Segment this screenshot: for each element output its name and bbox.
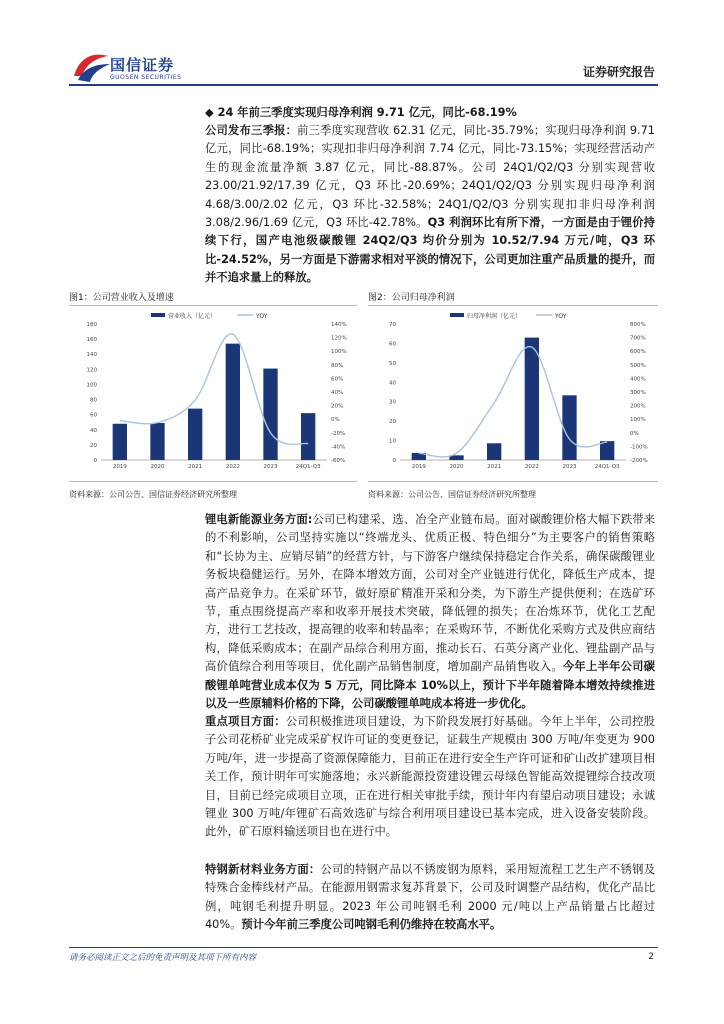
y-left-tick-label: 40 xyxy=(90,427,97,434)
y-left-tick-label: 160 xyxy=(86,337,97,344)
page-number: 2 xyxy=(648,952,654,962)
footer-divider xyxy=(69,947,658,948)
figure-1-title: 图1：公司营业收入及增速 xyxy=(69,293,174,303)
x-tick-label: 2020 xyxy=(449,464,464,470)
x-tick-label: 2020 xyxy=(150,464,165,470)
paragraph-lead: 特钢新材料业务方面： xyxy=(205,863,321,876)
y-right-tick-label: -200% xyxy=(630,458,648,464)
y-right-tick-label: 800% xyxy=(630,322,646,328)
y-right-tick-label: 40% xyxy=(331,390,344,396)
y-left-tick-label: 40 xyxy=(389,380,396,387)
y-right-tick-label: 100% xyxy=(331,349,347,356)
y-right-tick-label: 400% xyxy=(630,376,646,383)
logo-name-cn: 国信证券 xyxy=(110,56,175,74)
bar xyxy=(226,344,240,460)
headline-text: 24 年前三季度实现归母净利润 9.71 亿元，同比-68.19% xyxy=(217,106,517,119)
y-left-tick-label: 140 xyxy=(86,352,97,359)
y-left-tick-label: 50 xyxy=(389,360,396,367)
y-right-tick-label: 60% xyxy=(331,376,344,383)
guosen-logo-mark xyxy=(72,50,112,84)
y-right-tick-label: -20% xyxy=(331,430,346,437)
legend-bar-swatch xyxy=(450,313,464,317)
yoy-series-line xyxy=(419,347,607,457)
x-tick-label: 2019 xyxy=(411,464,426,470)
y-right-tick-label: 0% xyxy=(630,430,639,437)
y-right-tick-label: -60% xyxy=(331,458,346,464)
x-tick-label: 2022 xyxy=(225,464,240,470)
y-left-tick-label: 120 xyxy=(86,367,97,374)
y-left-tick-label: 0 xyxy=(392,458,396,464)
x-tick-label: 2023 xyxy=(562,464,577,470)
yoy-series-line xyxy=(120,334,308,445)
bar xyxy=(525,338,539,460)
y-right-tick-label: 300% xyxy=(630,390,646,396)
y-left-tick-label: 100 xyxy=(86,382,97,389)
paragraph-bold-tail: 今年上半年公司碳酸锂单吨营业成本仅为 5 万元，同比降本 10%以上，预计下半年随着降本增效持续推进以及一些原辅料价格的下降，公司碳酸锂单吨成本将进一步优化。 xyxy=(205,660,655,711)
paragraph-body: 公司积极推进项目建设，为下阶段发展打好基础。今年上半年，公司控股子公司花桥矿业完成采矿权许可证的变更登记，证载生产规模由 300 万吨/年变更为 900 万吨/年，进一步提高了资源保障能力，目前正在进行安全生产许可证和矿山改扩建项目相关工作，预计明年可实施落地；永兴新能源投资建设锂云母绿色智能高效提锂综合技改项目，目前已经完成项目立项，正在进行相关审批手续，预计年内有望启动项目建设；永诚锂业 300 万吨/年锂矿石高效选矿与综合利用项目建设已基本完成，进入设备安装阶段。此外，矿石原料输送项目也在进行中。 xyxy=(205,715,655,839)
bar xyxy=(188,409,202,460)
legend-line-label: YOY xyxy=(555,313,567,320)
y-left-tick-label: 80 xyxy=(90,397,97,404)
bar xyxy=(150,423,164,460)
y-right-tick-label: 200% xyxy=(630,403,646,410)
y-right-tick-label: 20% xyxy=(331,403,344,410)
x-tick-label: 24Q1-Q3 xyxy=(295,464,321,470)
y-left-tick-label: 30 xyxy=(389,399,396,406)
header-divider xyxy=(69,84,658,86)
x-tick-label: 2023 xyxy=(263,464,278,470)
figure-2-bottom-rule xyxy=(368,481,658,482)
net-profit-chart xyxy=(368,310,658,478)
paragraph-lead: 公司发布三季报： xyxy=(205,124,298,137)
y-right-tick-label: 140% xyxy=(331,322,347,328)
disclaimer-note: 请务必阅读正文之后的免责声明及其项下所有内容 xyxy=(69,953,257,963)
y-left-tick-label: 180 xyxy=(86,322,97,328)
report-type-label: 证券研究报告 xyxy=(582,65,655,79)
y-right-tick-label: 80% xyxy=(331,362,344,369)
legend-bar-label: 营业收入（亿元） xyxy=(168,313,217,320)
paragraph-special-steel xyxy=(205,861,655,935)
paragraph-q3-report xyxy=(205,122,655,288)
figure-1-source: 资料来源：公司公告、国信证券经济研究所整理 xyxy=(69,490,237,499)
legend-line-label: YOY xyxy=(256,313,268,320)
bar xyxy=(562,395,576,460)
y-left-tick-label: 10 xyxy=(389,438,396,445)
figure-1-bottom-rule xyxy=(69,481,357,482)
figure-2-title: 图2：公司归母净利润 xyxy=(368,293,455,303)
bar xyxy=(600,441,614,460)
x-tick-label: 2019 xyxy=(112,464,127,470)
y-left-tick-label: 60 xyxy=(389,341,396,348)
paragraph-body: 公司的特钢产品以不锈废钢为原料，采用短流程工艺生产不锈钢及特殊合金棒线材产品。在能源用钢需求复苏背景下，公司及时调整产品结构，优化产品比例，吨钢毛利提升明显。2023 年公司吨钢毛利 2000 元/吨以上产品销量占比超过 40%。 xyxy=(205,863,655,932)
figure-2-top-rule xyxy=(368,305,658,306)
paragraph-bold-tail: Q3 利润环比有所下滑，一方面是由于锂价持续下行，国产电池级碳酸锂 24Q2/Q3 均价分别为 10.52/7.94 万元/吨，Q3 环比-24.52%，另一方面是下游需求相对平淡的情况下，公司更加注重产品质量的提升，而并不追求量上的释放。 xyxy=(205,216,655,285)
legend-bar-swatch xyxy=(151,313,165,317)
bar xyxy=(263,369,277,460)
paragraph-lithium-business xyxy=(205,511,655,713)
bar xyxy=(487,443,501,460)
x-tick-label: 2021 xyxy=(188,464,203,470)
y-right-tick-label: -100% xyxy=(630,444,648,451)
bar xyxy=(113,424,127,460)
x-tick-label: 24Q1-Q3 xyxy=(594,464,620,470)
bar xyxy=(301,413,315,460)
paragraph-body: 公司已构建采、选、冶全产业链布局。面对碳酸锂价格大幅下跌带来的不利影响，公司坚持实施以“终端龙头、优质正极、特色细分”为主要客户的销售策略和“长协为主、应销尽销”的经营方针，与下游客户继续保持稳定合作关系，确保碳酸锂业务板块稳健运行。另外，在降本增效方面，公司对全产业链进行优化，降低生产成本，提高产品竞争力。在采矿环节，做好原矿精准开采和分类，为下游生产提供便利；在选矿环节，重点围绕提高产率和收率开展技术突破，降低锂的损失；在冶炼环节，优化工艺配方，进行工艺技改，提高锂的收率和转晶率；在采购环节，不断优化采购方式及供应商结构，降低采购成本；在副产品综合利用方面，推动长石、石英分离产业化、锂盐副产品与高价值综合利用等项目，优化副产品销售制度，增加副产品销售收入。 xyxy=(205,513,655,674)
y-left-tick-label: 60 xyxy=(90,412,97,419)
paragraph-key-projects xyxy=(205,713,655,842)
y-right-tick-label: 120% xyxy=(331,335,347,342)
revenue-chart xyxy=(69,310,359,478)
y-right-tick-label: 100% xyxy=(630,417,646,424)
y-right-tick-label: 700% xyxy=(630,335,646,342)
x-tick-label: 2022 xyxy=(524,464,539,470)
y-right-tick-label: -40% xyxy=(331,444,346,451)
figure-1-top-rule xyxy=(69,305,357,306)
paragraph-body: 前三季度实现营收 62.31 亿元，同比-35.79%；实现归母净利润 9.71 亿元，同比-68.19%；实现扣非归母净利润 7.74 亿元，同比-73.15%；实现经营活动产生的现金流量净额 3.87 亿元，同比-88.87%。公司 24Q1/Q2/Q3 分别实现营收 23.00/21.92/17.39 亿元，Q3 环比-20.69%；24Q1/Q2/Q3 分别实现归母净利润 4.68/3.00/2.02 亿元，Q3 环比-32.58%；24Q1/Q2/Q3 分别实现扣非归母净利润 3.08/2.96/1.69 亿元，Q3 环比-42.78%。 xyxy=(205,124,655,230)
paragraph-bold-tail: 预计今年前三季度公司吨钢毛利仍维持在较高水平。 xyxy=(241,918,502,932)
x-tick-label: 2021 xyxy=(487,464,502,470)
y-left-tick-label: 0 xyxy=(93,458,97,464)
section-headline xyxy=(205,104,517,120)
y-right-tick-label: 0% xyxy=(331,417,340,424)
legend-bar-label: 归母净利润（亿元） xyxy=(467,313,522,320)
y-left-tick-label: 20 xyxy=(90,442,97,449)
y-left-tick-label: 20 xyxy=(389,419,396,426)
diamond-bullet-icon: ◆ xyxy=(205,106,214,119)
y-right-tick-label: 600% xyxy=(630,349,646,356)
figure-2-source: 资料来源：公司公告、国信证券经济研究所整理 xyxy=(368,490,536,499)
y-right-tick-label: 500% xyxy=(630,362,646,369)
paragraph-lead: 重点项目方面： xyxy=(205,715,286,728)
y-left-tick-label: 70 xyxy=(389,322,396,328)
paragraph-lead: 锂电新能源业务方面: xyxy=(205,513,313,526)
logo-name-en: GUOSEN SECURITIES xyxy=(110,74,182,81)
